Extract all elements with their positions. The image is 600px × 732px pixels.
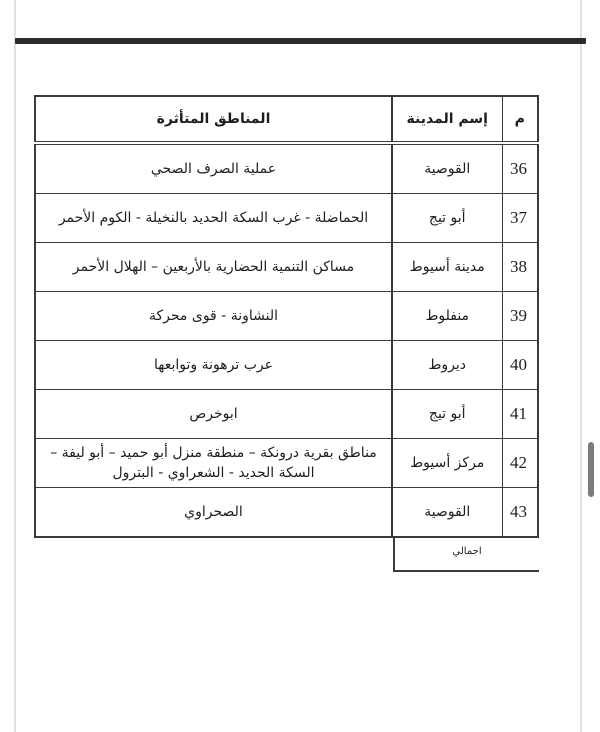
header-affected-areas: المناطق المتأثرة — [35, 96, 392, 143]
total-label: اجمالي — [452, 545, 482, 557]
affected-areas-cell: ابوخرص — [35, 390, 392, 439]
row-number-cell: 39 — [502, 292, 538, 341]
table-row — [35, 488, 538, 538]
header-city-name: إسم المدينة — [392, 96, 502, 143]
table-body — [35, 143, 538, 537]
row-number-cell: 37 — [502, 194, 538, 243]
scrollbar-thumb[interactable] — [588, 442, 594, 497]
table-row — [35, 194, 538, 243]
page-edge-line-left — [14, 0, 16, 732]
table-row — [35, 292, 538, 341]
table-header-row — [35, 96, 538, 143]
table-row — [35, 243, 538, 292]
page-edge-line-right — [580, 0, 582, 732]
row-number-cell: 43 — [502, 488, 538, 538]
city-name-cell: مدينة أسيوط — [392, 243, 502, 292]
city-name-cell: منفلوط — [392, 292, 502, 341]
affected-areas-cell: مناطق بقرية درونكة – منطقة منزل أبو حميد – أبو ليفة – السكة الحديد - الشعراوي - البترول — [35, 439, 392, 488]
table-row — [35, 390, 538, 439]
affected-areas-table — [34, 95, 539, 538]
affected-areas-cell: النشاونة - قوى محركة — [35, 292, 392, 341]
city-name-cell: مركز أسيوط — [392, 439, 502, 488]
row-number-cell: 41 — [502, 390, 538, 439]
city-name-cell: القوصية — [392, 488, 502, 538]
row-number-cell: 36 — [502, 143, 538, 194]
header-index: م — [502, 96, 538, 143]
scanned-table-region — [36, 95, 539, 572]
top-divider-bar — [15, 38, 586, 44]
affected-areas-cell: مساكن التنمية الحضارية بالأربعين – الهلال الأحمر — [35, 243, 392, 292]
affected-areas-cell: الحماضلة - غرب السكة الحديد بالنخيلة - الكوم الأحمر — [35, 194, 392, 243]
table-row — [35, 143, 538, 194]
city-name-cell: أبو تيج — [392, 390, 502, 439]
city-name-cell: أبو تيج — [392, 194, 502, 243]
total-row-cell — [393, 536, 539, 572]
city-name-cell: ديروط — [392, 341, 502, 390]
row-number-cell: 38 — [502, 243, 538, 292]
affected-areas-cell: عرب ترهونة وتوابعها — [35, 341, 392, 390]
city-name-cell: القوصية — [392, 143, 502, 194]
row-number-cell: 40 — [502, 341, 538, 390]
affected-areas-cell: الصحراوي — [35, 488, 392, 538]
row-number-cell: 42 — [502, 439, 538, 488]
table-row — [35, 439, 538, 488]
table-row — [35, 341, 538, 390]
affected-areas-cell: عملية الصرف الصحي — [35, 143, 392, 194]
